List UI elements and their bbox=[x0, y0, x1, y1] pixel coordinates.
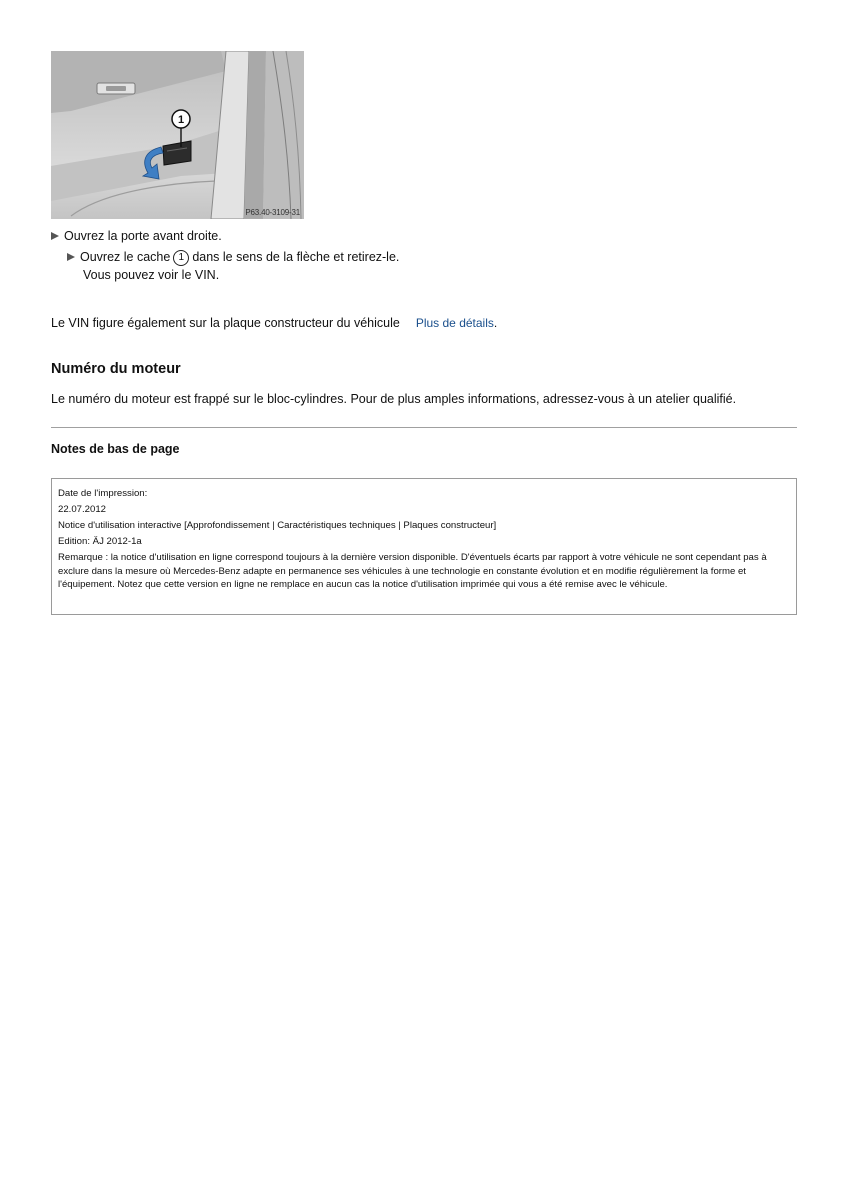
door-pillar-drawing bbox=[51, 51, 304, 219]
manual-reference: Notice d'utilisation interactive [Approfondissement | Caractéristiques techniques | Plaques constructeur] bbox=[58, 520, 497, 531]
step-text: dans le sens de la flèche et retirez-le. bbox=[192, 250, 400, 264]
remark: Remarque : la notice d'utilisation en ligne correspond toujours à la dernière version disponible. D'éventuels écarts par rapport à votre véhicule ne sont cependant pas à exclure dans la mesure où Mercedes-Benz adapte en permanence ses véhicules à une technologie en constante évolution et en modifie régulièrement la forme et l'équipement. Notez que cette version en ligne ne remplace en aucun cas la notice d'utilisation imprimée qui vous a été remise avec le véhicule. bbox=[58, 552, 767, 590]
step-open-door bbox=[51, 229, 222, 244]
figure-callout-number: 1 bbox=[177, 114, 185, 126]
step-arrow-icon bbox=[67, 253, 75, 261]
print-date: 22.07.2012 bbox=[58, 504, 107, 515]
vin-note bbox=[51, 316, 497, 331]
vin-note-text: Le VIN figure également sur la plaque constructeur du véhicule bbox=[51, 316, 400, 330]
print-date-label: Date de l'impression: bbox=[58, 488, 148, 499]
step-text: Vous pouvez voir le VIN. bbox=[83, 268, 220, 282]
footnotes-box bbox=[51, 478, 797, 615]
callout-number-icon: 1 bbox=[173, 250, 189, 266]
section-divider bbox=[51, 427, 797, 428]
figure-reference-code: P63.40-3109-31 bbox=[245, 208, 300, 217]
engine-number-heading: Numéro du moteur bbox=[51, 361, 181, 377]
step-text: Ouvrez le cache bbox=[80, 250, 171, 264]
step-result bbox=[83, 268, 219, 283]
edition: Edition: ÄJ 2012-1a bbox=[58, 536, 142, 547]
step-open-cover bbox=[67, 250, 399, 266]
vin-location-illustration bbox=[51, 51, 304, 219]
footnotes-heading: Notes de bas de page bbox=[51, 442, 180, 456]
engine-number-text: Le numéro du moteur est frappé sur le bloc-cylindres. Pour de plus amples informations, adressez-vous à un atelier qualifié. bbox=[51, 392, 737, 406]
step-text: Ouvrez la porte avant droite. bbox=[64, 229, 222, 243]
link-period: . bbox=[493, 316, 498, 330]
more-details-link[interactable]: Plus de détails bbox=[415, 316, 494, 330]
step-arrow-icon bbox=[51, 232, 59, 240]
